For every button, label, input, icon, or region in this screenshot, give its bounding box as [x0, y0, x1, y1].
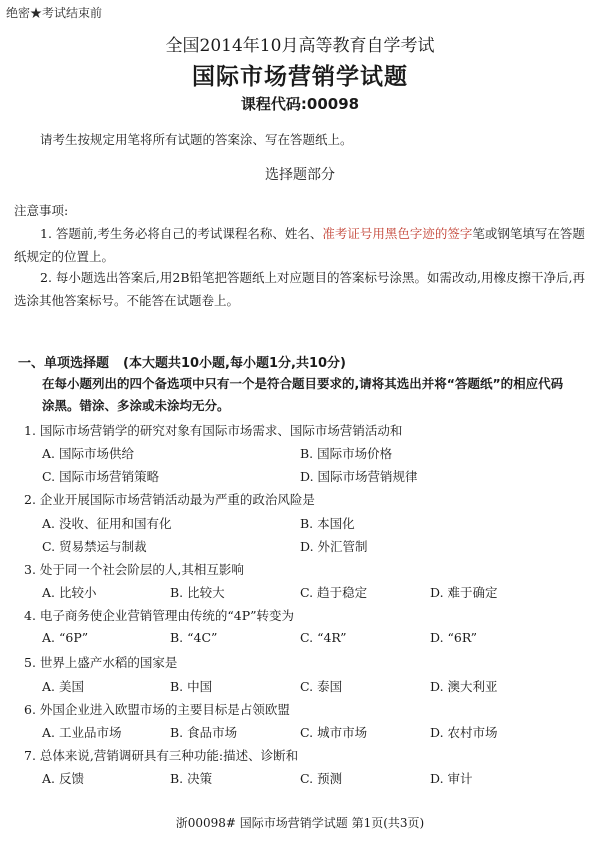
note-item-1-part-a: 1. 答题前,考生务必将自己的考试课程名称、姓名、	[40, 226, 323, 241]
note-item-1-part-b: 笔或钢笔填写在答题纸规定的位置上。	[14, 226, 585, 264]
question-5-option-a: A. 美国	[42, 679, 84, 694]
question-6-option-b: B. 食品市场	[170, 725, 238, 740]
question-7-option-a: A. 反馈	[42, 771, 84, 786]
question-2-option-d: D. 外汇管制	[300, 539, 368, 554]
question-3-option-b: B. 比较大	[170, 585, 225, 600]
general-instruction: 请考生按规定用笔将所有试题的答案涂、写在答题纸上。	[40, 132, 353, 147]
exam-line: 全国2014年10月高等教育自学考试	[165, 36, 435, 56]
question-2-option-a: A. 没收、征用和国有化	[42, 516, 172, 531]
question-7-option-c: C. 预测	[300, 771, 343, 786]
question-1-option-d: D. 国际市场营销规律	[300, 469, 418, 484]
question-3-option-d: D. 难于确定	[430, 585, 498, 600]
question-6-stem: 6. 外国企业进入欧盟市场的主要目标是占领欧盟	[24, 702, 290, 717]
question-5-option-c: C. 泰国	[300, 679, 343, 694]
question-1-option-a: A. 国际市场供给	[42, 446, 134, 461]
note-item-1	[14, 222, 586, 268]
question-1-stem: 1. 国际市场营销学的研究对象有国际市场需求、国际市场营销活动和	[24, 423, 403, 438]
section-title: 选择题部分	[265, 167, 335, 183]
secret-mark: 绝密★考试结束前	[6, 6, 103, 20]
page-title: 国际市场营销学试题	[192, 64, 408, 90]
part-one-subtitle: (本大题共10小题,每小题1分,共10分)	[123, 356, 347, 371]
question-7-stem: 7. 总体来说,营销调研具有三种功能:描述、诊断和	[24, 748, 299, 763]
note-item-2: 2. 每小题选出答案后,用2B铅笔把答题纸上对应题目的答案标号涂黑。如需改动,用橡皮擦干净后,再选涂其他答案标号。不能答在试题卷上。	[14, 270, 585, 308]
question-4-option-b: B. “4C”	[170, 630, 218, 645]
question-2-stem: 2. 企业开展国际市场营销活动最为严重的政治风险是	[24, 492, 315, 507]
question-5-option-d: D. 澳大利亚	[430, 679, 498, 694]
question-1-option-c: C. 国际市场营销策略	[42, 469, 160, 484]
question-5-option-b: B. 中国	[170, 679, 213, 694]
question-3-stem: 3. 处于同一个社会阶层的人,其相互影响	[24, 562, 244, 577]
question-4-option-a: A. “6P”	[42, 630, 89, 645]
question-6-option-c: C. 城市市场	[300, 725, 368, 740]
page-footer: 浙00098# 国际市场营销学试题 第1页(共3页)	[175, 816, 425, 830]
note-item-1-highlight: 准考证号用黑色字迹的签字	[322, 226, 473, 241]
question-5-stem: 5. 世界上盛产水稻的国家是	[24, 655, 178, 670]
part-one-title: 一、单项选择题	[18, 356, 110, 371]
question-3-option-a: A. 比较小	[42, 585, 97, 600]
question-1-option-b: B. 国际市场价格	[300, 446, 393, 461]
question-2-option-b: B. 本国化	[300, 516, 355, 531]
question-4-option-c: C. “4R”	[300, 630, 347, 645]
question-3-option-c: C. 趋于稳定	[300, 585, 368, 600]
question-2-option-c: C. 贸易禁运与制裁	[42, 539, 147, 554]
question-4-option-d: D. “6R”	[430, 630, 477, 645]
notes-title: 注意事项:	[14, 203, 69, 218]
part-one-instruction: 在每小题列出的四个备选项中只有一个是符合题目要求的,请将其选出并将“答题纸”的相应代码涂黑。错涂、多涂或未涂均无分。	[42, 376, 564, 413]
question-6-option-a: A. 工业品市场	[42, 725, 122, 740]
course-code: 课程代码:00098	[240, 95, 360, 113]
question-4-stem: 4. 电子商务使企业营销管理由传统的“4P”转变为	[24, 608, 295, 623]
question-6-option-d: D. 农村市场	[430, 725, 498, 740]
question-7-option-b: B. 决策	[170, 771, 213, 786]
part-one-heading	[18, 352, 346, 371]
question-7-option-d: D. 审计	[430, 771, 473, 786]
